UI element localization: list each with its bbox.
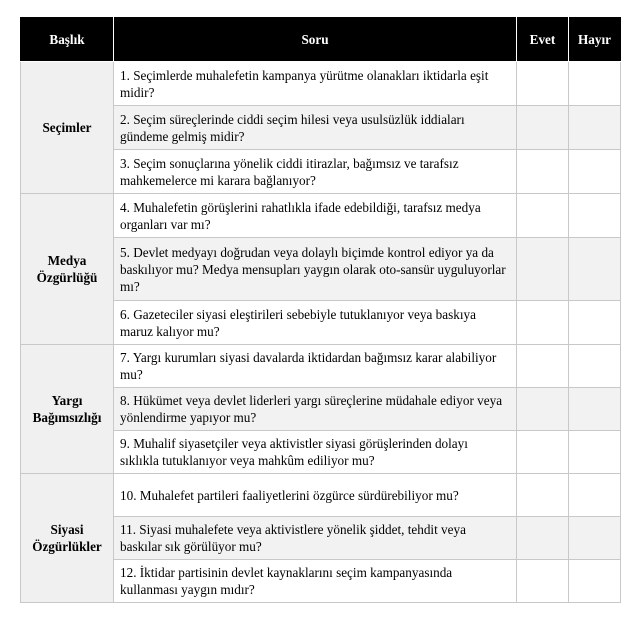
question-8: 8. Hükümet veya devlet liderleri yargı süreçlerine müdahale ediyor veya yönlendirme yapıyor mu? [114, 388, 517, 431]
answer-no-12[interactable] [569, 560, 621, 603]
question-5: 5. Devlet medyayı doğrudan veya dolaylı biçimde kontrol ediyor ya da baskılıyor mu? Medya mensupları yaygın olarak oto-sansür uyguluyorlar mı? [114, 238, 517, 301]
header-question-cell: Soru [114, 18, 517, 62]
answer-no-7[interactable] [569, 345, 621, 388]
section-title-elections: Seçimler [21, 62, 114, 194]
question-11: 11. Siyasi muhalefete veya aktivistlere yönelik şiddet, tehdit veya baskılar sık görülüyor mu? [114, 517, 517, 560]
question-9: 9. Muhalif siyasetçiler veya aktivistler siyasi görüşlerinden dolayı sıklıkla tutuklanıyor veya mahkûm ediliyor mu? [114, 431, 517, 474]
answer-yes-11[interactable] [517, 517, 569, 560]
question-4: 4. Muhalefetin görüşlerini rahatlıkla ifade edebildiği, tarafsız medya organları var mı? [114, 194, 517, 238]
answer-no-5[interactable] [569, 238, 621, 301]
answer-yes-4[interactable] [517, 194, 569, 238]
section-title-judicial-independence: Yargı Bağımsızlığı [21, 345, 114, 474]
answer-no-2[interactable] [569, 106, 621, 150]
answer-yes-2[interactable] [517, 106, 569, 150]
section-title-media-freedom: Medya Özgürlüğü [21, 194, 114, 345]
answer-no-9[interactable] [569, 431, 621, 474]
answer-yes-12[interactable] [517, 560, 569, 603]
question-6: 6. Gazeteciler siyasi eleştirileri sebebiyle tutuklanıyor veya baskıya maruz kalıyor mu? [114, 301, 517, 345]
answer-yes-9[interactable] [517, 431, 569, 474]
question-row-4 [21, 194, 621, 238]
question-10: 10. Muhalefet partileri faaliyetlerini özgürce sürdürebiliyor mu? [114, 474, 517, 517]
answer-yes-5[interactable] [517, 238, 569, 301]
question-row-10 [21, 474, 621, 517]
header-row [21, 18, 621, 62]
answer-yes-7[interactable] [517, 345, 569, 388]
question-1: 1. Seçimlerde muhalefetin kampanya yürütme olanakları iktidarla eşit midir? [114, 62, 517, 106]
answer-no-10[interactable] [569, 474, 621, 517]
answer-no-4[interactable] [569, 194, 621, 238]
question-row-7 [21, 345, 621, 388]
answer-yes-6[interactable] [517, 301, 569, 345]
answer-no-3[interactable] [569, 150, 621, 194]
answer-no-1[interactable] [569, 62, 621, 106]
question-7: 7. Yargı kurumları siyasi davalarda iktidardan bağımsız karar alabiliyor mu? [114, 345, 517, 388]
question-2: 2. Seçim süreçlerinde ciddi seçim hilesi veya usulsüzlük iddiaları gündeme gelmiş midir? [114, 106, 517, 150]
answer-yes-3[interactable] [517, 150, 569, 194]
header-title-cell: Başlık [21, 18, 114, 62]
answer-no-6[interactable] [569, 301, 621, 345]
header-no-cell: Hayır [569, 18, 621, 62]
section-title-political-freedoms: Siyasi Özgürlükler [21, 474, 114, 603]
answer-yes-1[interactable] [517, 62, 569, 106]
answer-no-11[interactable] [569, 517, 621, 560]
answer-no-8[interactable] [569, 388, 621, 431]
answer-yes-10[interactable] [517, 474, 569, 517]
question-12: 12. İktidar partisinin devlet kaynaklarını seçim kampanyasında kullanması yaygın mıdır? [114, 560, 517, 603]
questionnaire-table [20, 17, 621, 603]
question-row-1 [21, 62, 621, 106]
question-3: 3. Seçim sonuçlarına yönelik ciddi itirazlar, bağımsız ve tarafsız mahkemelerce mi karara bağlanıyor? [114, 150, 517, 194]
answer-yes-8[interactable] [517, 388, 569, 431]
header-yes-cell: Evet [517, 18, 569, 62]
